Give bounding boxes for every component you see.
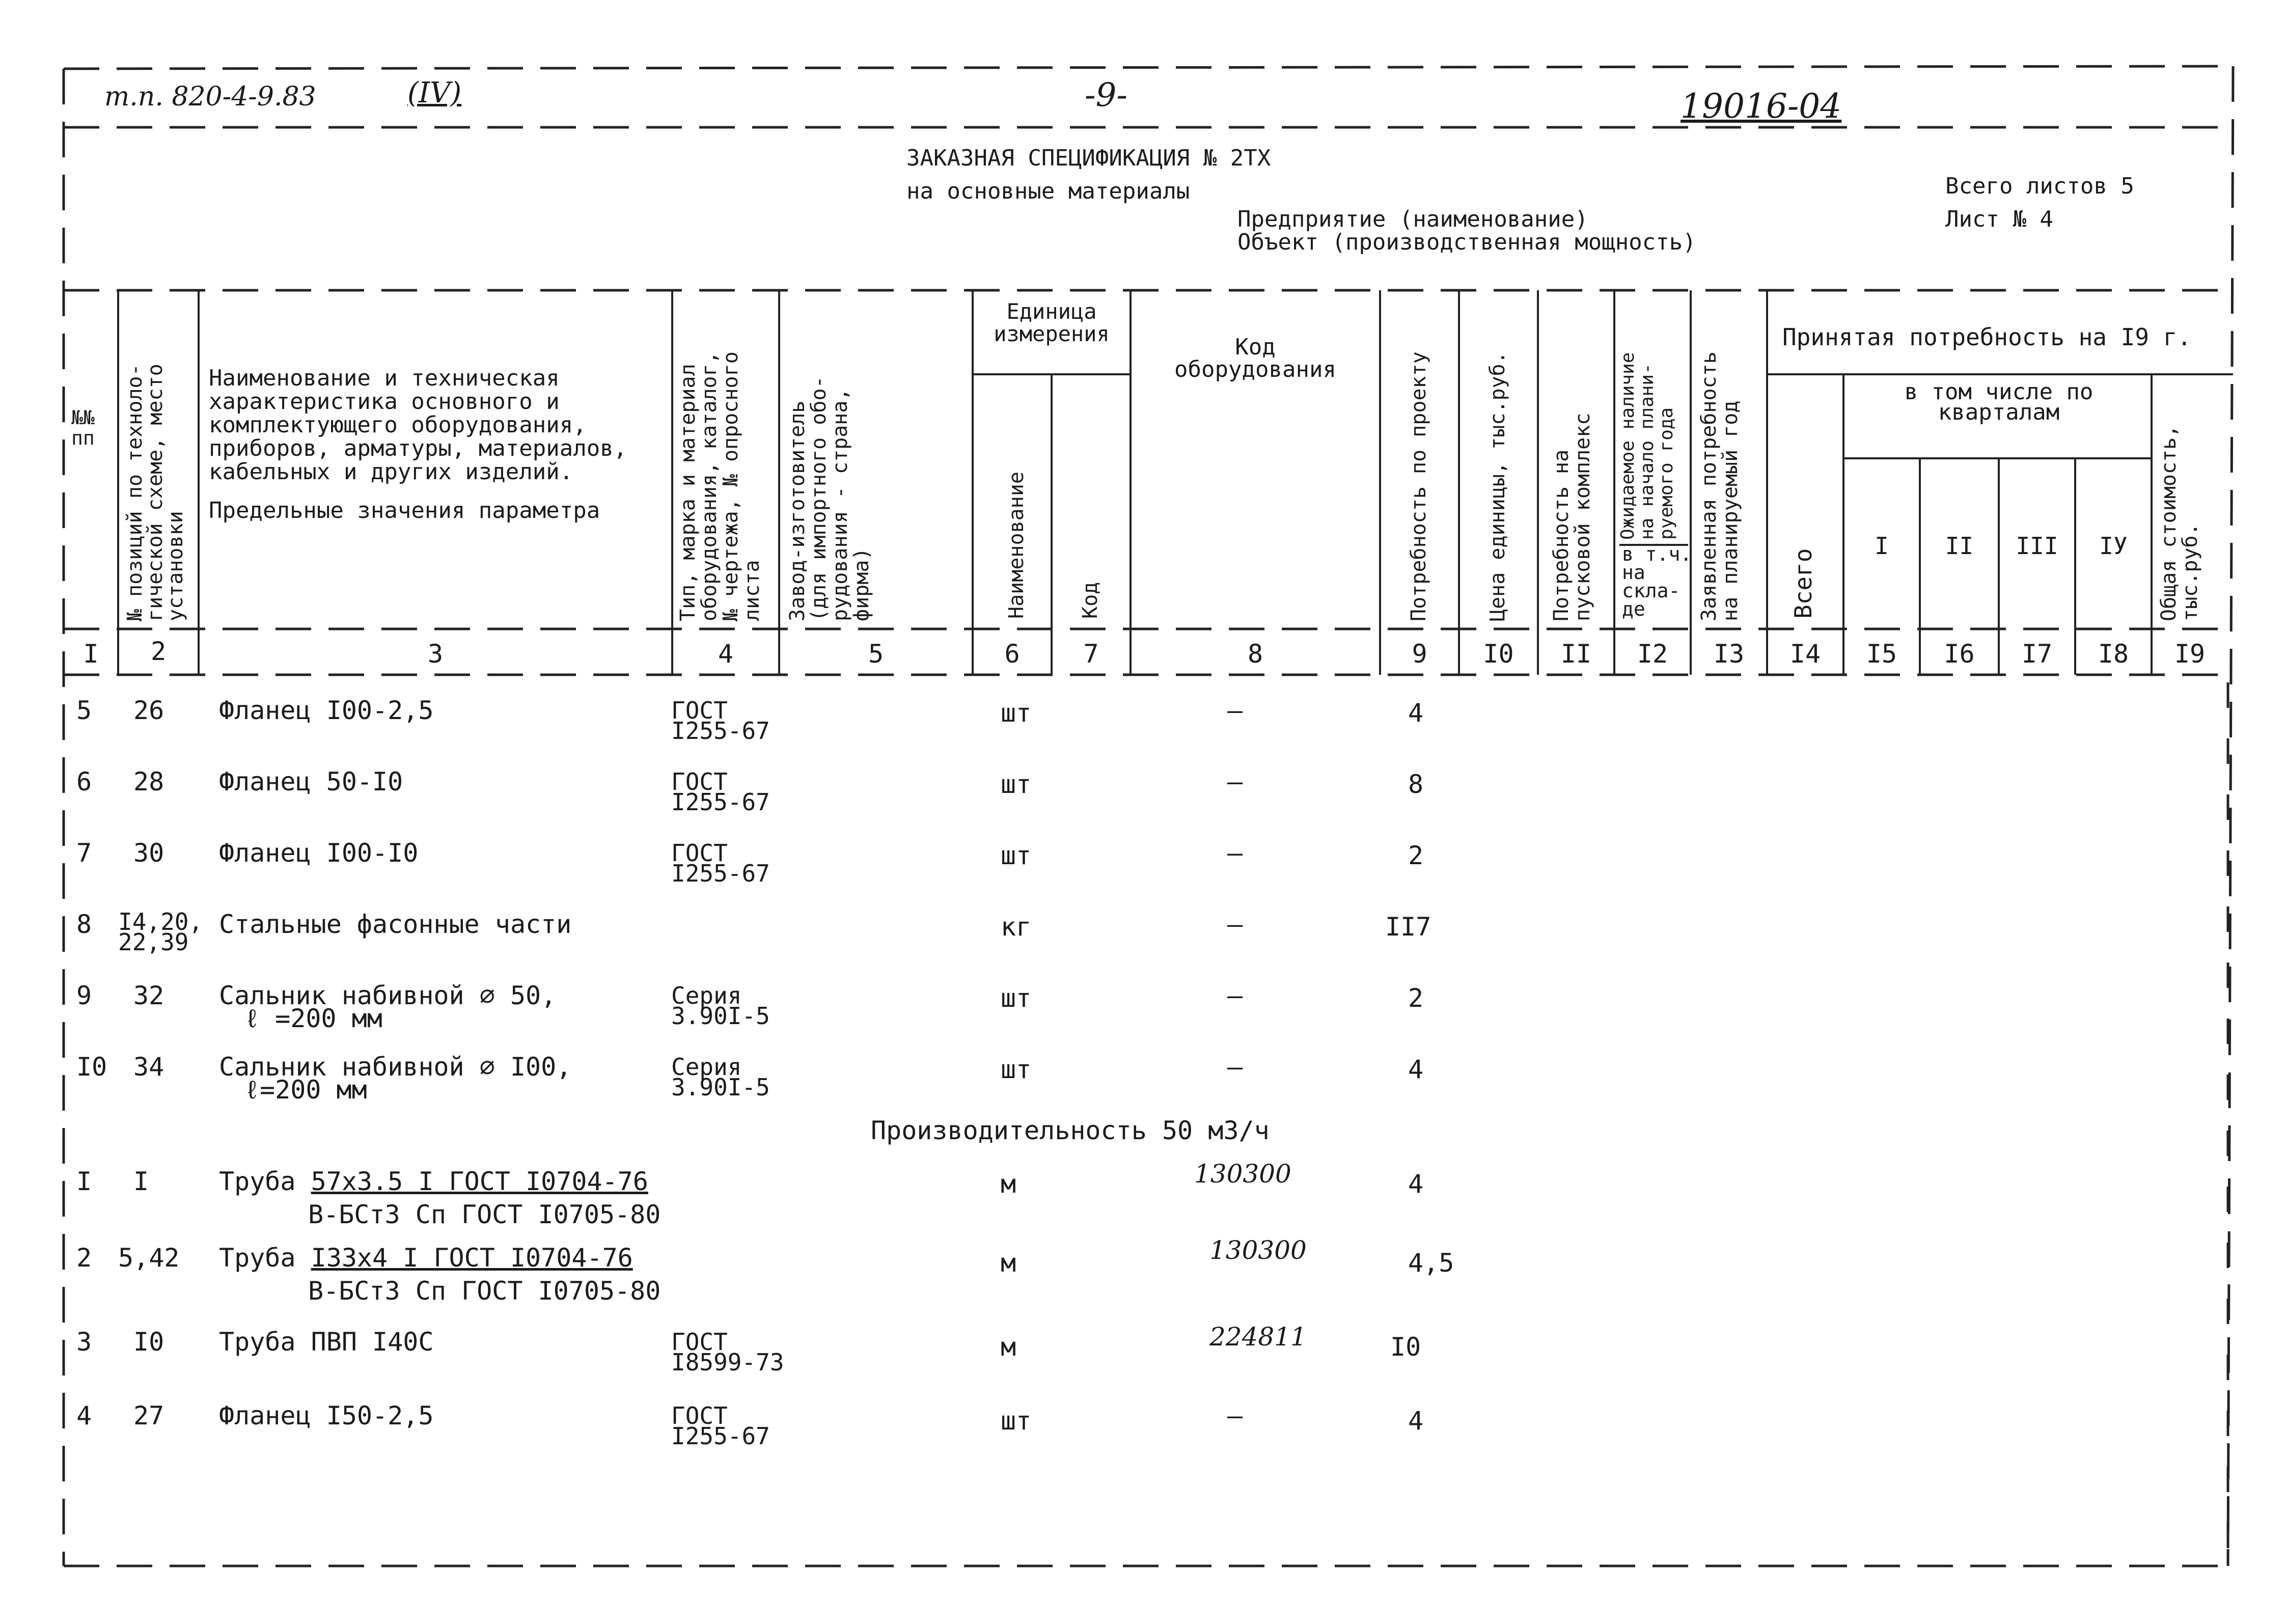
- row-code: —: [1227, 838, 1243, 868]
- row-number: 8: [76, 910, 92, 939]
- header-row-number: №№ пп: [71, 406, 95, 449]
- row-type: ГОСТ I255-67: [671, 697, 770, 745]
- row-qty: 2: [1408, 983, 1424, 1013]
- row-type: ГОСТ I255-67: [671, 768, 770, 816]
- header-manufacturer: Завод-изготовитель (для импортного обо- рудования - страна, фирма): [786, 376, 873, 621]
- doc-code: т.п. 820-4-9.83: [104, 81, 316, 112]
- row-name: Фланец I00-2,5: [219, 696, 434, 725]
- spec-subtitle: на основные материалы: [906, 178, 1190, 204]
- header-declared-need: Заявленная потребность на планируемый год: [1697, 351, 1742, 621]
- row-type: ГОСТ I255-67: [671, 839, 770, 887]
- col-num: II: [1560, 639, 1592, 669]
- header-unit-price: Цена единицы, тыс.руб.: [1486, 351, 1509, 621]
- row-position: I4,20, 22,39: [118, 908, 203, 956]
- header-quarters-group: в том числе по кварталам: [1904, 379, 2094, 425]
- row-unit: шт: [1001, 1406, 1032, 1436]
- header-q4: IУ: [2099, 532, 2128, 560]
- row-code: —: [1227, 696, 1243, 725]
- row-number: 2: [76, 1243, 92, 1273]
- col-num: 4: [718, 639, 734, 669]
- row-qty: 8: [1408, 769, 1424, 799]
- row-number: 7: [76, 838, 92, 868]
- row-name: Труба ПВП I40С: [219, 1327, 434, 1357]
- header-project-need: Потребность по проекту: [1407, 351, 1430, 621]
- row-qty: 2: [1408, 841, 1424, 870]
- row-unit: шт: [1001, 1055, 1032, 1084]
- col-num: I0: [1483, 639, 1514, 669]
- col-num: I5: [1866, 639, 1897, 669]
- row-unit: м: [1001, 1332, 1016, 1362]
- header-startup-need: Потребность на пусковой комплекс: [1550, 412, 1594, 621]
- header-unit-code: Код: [1079, 582, 1102, 619]
- col-num: 7: [1083, 639, 1099, 669]
- row-name-detail: В-БСт3 Сп ГОСТ I0705-80: [308, 1276, 661, 1306]
- row-position: 26: [133, 696, 164, 725]
- row-name: Стальные фасонные части: [219, 910, 572, 939]
- row-qty: 4,5: [1408, 1248, 1454, 1278]
- header-name-line: кабельных и других изделий.: [209, 459, 573, 485]
- row-position: I: [133, 1167, 149, 1196]
- header-type: Тип, марка и материал оборудования, каталог, № чертежа, № опросного листа: [676, 351, 764, 621]
- col-num: 3: [427, 639, 444, 669]
- row-number: 5: [76, 696, 92, 725]
- col-num: I7: [2021, 639, 2053, 669]
- section-mark: (IV): [407, 76, 462, 109]
- row-type: Серия 3.90I-5: [671, 1053, 770, 1101]
- row-unit: м: [1001, 1169, 1016, 1199]
- row-code: —: [1227, 1401, 1243, 1430]
- row-position: 30: [133, 838, 164, 868]
- header-q1: I: [1875, 532, 1889, 560]
- row-qty: 4: [1408, 1055, 1424, 1084]
- header-unit-name: Наименование: [1005, 472, 1028, 619]
- row-unit: шт: [1001, 769, 1032, 799]
- col-num: 6: [1004, 639, 1020, 669]
- row-position: 28: [133, 767, 164, 796]
- row-qty: 4: [1408, 1406, 1424, 1436]
- row-name: Фланец I50-2,5: [219, 1401, 434, 1430]
- row-number: 6: [76, 767, 92, 796]
- header-equipment-code: Код оборудования: [1174, 334, 1336, 382]
- row-name-detail: В-БСт3 Сп ГОСТ I0705-80: [308, 1200, 661, 1229]
- row-number: 4: [76, 1401, 92, 1430]
- row-name: Труба 57х3.5 I ГОСТ I0704-76: [219, 1167, 648, 1196]
- header-total: Всего: [1789, 548, 1817, 619]
- header-name-block: [209, 367, 627, 522]
- header-q3: III: [2016, 532, 2058, 560]
- row-number: I: [76, 1167, 92, 1196]
- row-position: 34: [133, 1052, 164, 1082]
- header-name-line: характеристика основного и: [209, 389, 560, 415]
- header-name-line: Наименование и техническая: [209, 365, 560, 391]
- archive-number: 19016-04: [1681, 87, 1842, 126]
- header-q2: II: [1945, 532, 1974, 560]
- row-position: 27: [133, 1401, 164, 1430]
- col-num: I4: [1789, 639, 1821, 669]
- header-name-line: приборов, арматуры, материалов,: [209, 435, 627, 461]
- row-position: I0: [133, 1327, 164, 1357]
- row-code: —: [1227, 910, 1243, 939]
- row-unit: шт: [1001, 983, 1032, 1013]
- row-name: Фланец I00-I0: [219, 838, 419, 868]
- col-num: 5: [868, 639, 884, 669]
- header-unit-group: Единица измерения: [994, 299, 1110, 346]
- section-title: Производительность 50 м3/ч: [871, 1116, 1270, 1145]
- col-num: I2: [1637, 639, 1668, 669]
- col-num: I: [83, 639, 99, 669]
- header-total-cost: Общая стоимость, тыс.руб.: [2157, 425, 2202, 621]
- row-type: Серия 3.90I-5: [671, 982, 770, 1030]
- row-name-detail: ℓ=200 мм: [244, 1075, 367, 1105]
- row-unit: кг: [1001, 912, 1032, 942]
- row-type: ГОСТ I8599-73: [671, 1328, 784, 1376]
- row-type: ГОСТ I255-67: [671, 1402, 770, 1450]
- row-code: 130300: [1209, 1235, 1307, 1265]
- row-code: 224811: [1209, 1322, 1307, 1352]
- col-num: I3: [1713, 639, 1745, 669]
- object-label: Объект (производственная мощность): [1237, 229, 1696, 255]
- total-sheets: Всего листов 5: [1945, 173, 2134, 199]
- row-unit: шт: [1001, 698, 1032, 728]
- col-num: 9: [1412, 639, 1427, 669]
- header-expected-stock: Ожидаемое наличие на начало плани- руемого года: [1617, 352, 1677, 540]
- header-in-stock: в т.ч. на скла- де: [1622, 543, 1692, 620]
- row-name: Сальник набивной ∅ I00,: [219, 1052, 572, 1082]
- row-qty: 4: [1408, 698, 1424, 728]
- row-code: —: [1227, 767, 1243, 796]
- row-name: Труба I33х4 I ГОСТ I0704-76: [219, 1243, 633, 1273]
- row-position: 5,42: [118, 1243, 180, 1273]
- spec-title: ЗАКАЗНАЯ СПЕЦИФИКАЦИЯ № 2ТХ: [906, 145, 1271, 171]
- row-unit: м: [1001, 1248, 1016, 1278]
- row-name: Фланец 50-I0: [219, 767, 403, 796]
- row-position: 32: [133, 981, 164, 1010]
- col-num: 2: [150, 637, 167, 666]
- header-limit-values: Предельные значения параметра: [209, 498, 600, 524]
- col-num: I9: [2174, 639, 2206, 669]
- row-code: 130300: [1194, 1159, 1291, 1189]
- row-name-detail: ℓ =200 мм: [244, 1004, 382, 1033]
- row-number: 9: [76, 981, 92, 1010]
- row-code: —: [1227, 1052, 1243, 1082]
- row-number: I0: [76, 1052, 107, 1082]
- row-unit: шт: [1001, 841, 1032, 870]
- row-code: —: [1227, 981, 1243, 1010]
- row-name: Сальник набивной ∅ 50,: [219, 981, 557, 1010]
- row-qty: 4: [1408, 1169, 1424, 1199]
- col-num: I6: [1944, 639, 1975, 669]
- col-num: 8: [1247, 639, 1263, 669]
- row-qty: II7: [1385, 912, 1431, 942]
- enterprise-label: Предприятие (наименование): [1237, 206, 1588, 232]
- row-qty: I0: [1390, 1332, 1421, 1362]
- header-accepted-need: Принятая потребность на I9 г.: [1782, 323, 2192, 351]
- row-number: 3: [76, 1327, 92, 1357]
- sheet-number: Лист № 4: [1945, 206, 2053, 232]
- page-number: -9-: [1085, 76, 1127, 114]
- header-position: № позиций по техноло-гической схеме, место установки: [123, 364, 187, 621]
- header-name-line: комплектующего оборудования,: [209, 412, 587, 438]
- col-num: I8: [2098, 639, 2129, 669]
